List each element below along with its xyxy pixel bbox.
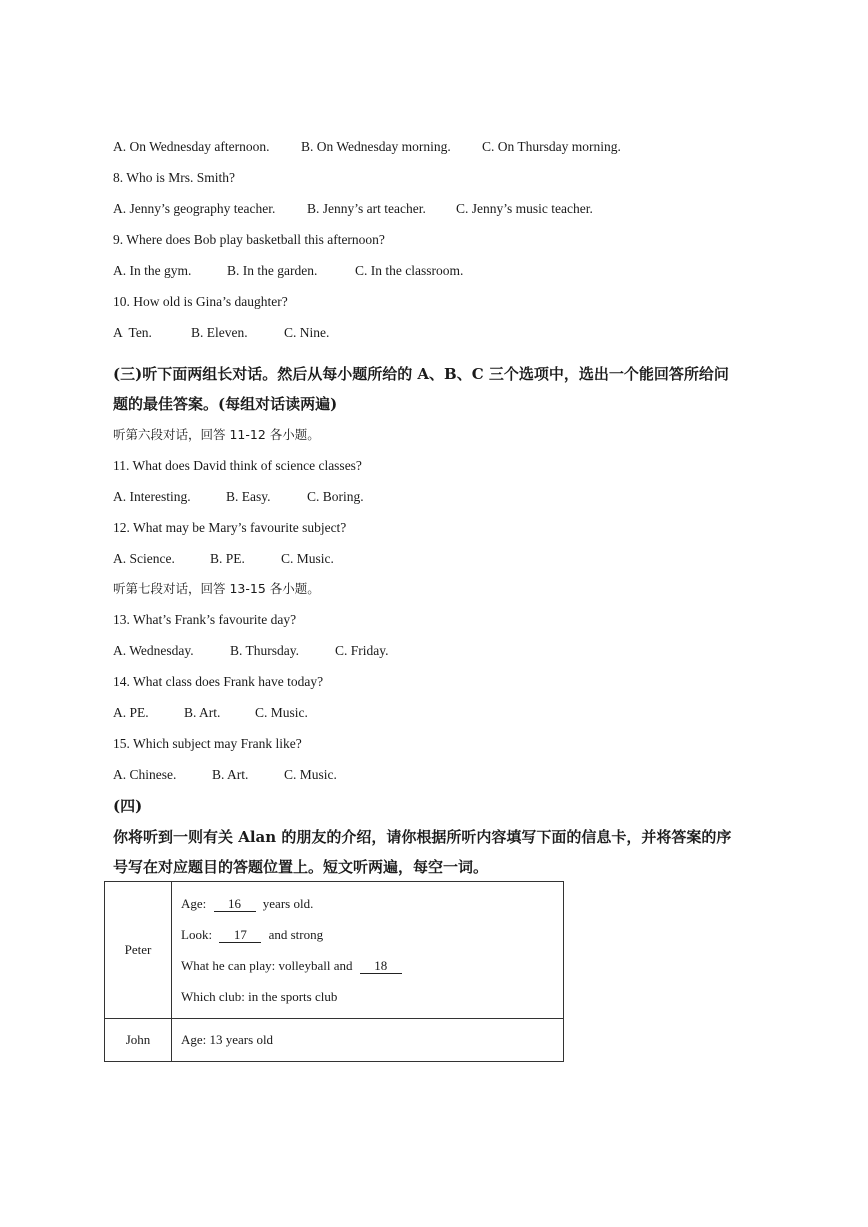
blank-18: 18 bbox=[360, 958, 402, 974]
q14-option-c: C. Music. bbox=[255, 705, 308, 720]
section4-title: (四) bbox=[113, 797, 143, 815]
section4-instruction-line1: 你将听到一则有关 Alan 的朋友的介绍，请你根据所听内容填写下面的信息卡，并将答案的序 bbox=[113, 828, 732, 846]
q15-text: 15. Which subject may Frank like? bbox=[113, 736, 302, 751]
peter-play-line bbox=[181, 950, 562, 981]
blank-16: 16 bbox=[214, 896, 256, 912]
q10-options bbox=[113, 324, 329, 342]
john-age: Age: 13 years old bbox=[172, 1019, 564, 1062]
q11-option-c: C. Boring. bbox=[307, 489, 364, 504]
q11-option-a: A. Interesting. bbox=[113, 489, 191, 504]
q7-option-a: A. On Wednesday afternoon. bbox=[113, 139, 270, 154]
q10-option-b: B. Eleven. bbox=[191, 325, 248, 340]
peter-age-line bbox=[181, 888, 562, 919]
q7-option-b: B. On Wednesday morning. bbox=[301, 139, 451, 154]
peter-look-line bbox=[181, 919, 562, 950]
q9-option-b: B. In the garden. bbox=[227, 263, 318, 278]
section3-heading-line2: 题的最佳答案。(每组对话读两遍) bbox=[113, 395, 338, 413]
q11-options bbox=[113, 488, 364, 506]
q14-option-b: B. Art. bbox=[184, 705, 221, 720]
q12-option-b: B. PE. bbox=[210, 551, 245, 566]
q10-option-a: A Ten. bbox=[113, 325, 152, 340]
q12-option-c: C. Music. bbox=[281, 551, 334, 566]
q15-options bbox=[113, 766, 337, 784]
q11-option-b: B. Easy. bbox=[226, 489, 271, 504]
section4-instruction-line2: 号写在对应题目的答题位置上。短文听两遍，每空一词。 bbox=[113, 858, 489, 876]
peter-name: Peter bbox=[105, 882, 172, 1019]
q13-option-b: B. Thursday. bbox=[230, 643, 299, 658]
q11-text: 11. What does David think of science classes? bbox=[113, 458, 362, 473]
john-row bbox=[105, 1019, 564, 1062]
q13-options bbox=[113, 642, 389, 660]
q12-option-a: A. Science. bbox=[113, 551, 175, 566]
q15-option-c: C. Music. bbox=[284, 767, 337, 782]
q14-options bbox=[113, 704, 308, 722]
peter-age-label: Age: bbox=[181, 896, 207, 911]
q8-option-b: B. Jenny’s art teacher. bbox=[307, 201, 426, 216]
peter-club-line: Which club: in the sports club bbox=[181, 989, 338, 1004]
q12-text: 12. What may be Mary’s favourite subject? bbox=[113, 520, 347, 535]
q9-options bbox=[113, 262, 463, 280]
q8-text: 8. Who is Mrs. Smith? bbox=[113, 170, 236, 185]
q8-option-a: A. Jenny’s geography teacher. bbox=[113, 201, 276, 216]
q10-text: 10. How old is Gina’s daughter? bbox=[113, 294, 288, 309]
q13-option-c: C. Friday. bbox=[335, 643, 389, 658]
peter-look-label: Look: bbox=[181, 927, 213, 942]
q10-option-c: C. Nine. bbox=[284, 325, 330, 340]
q7-option-c: C. On Thursday morning. bbox=[482, 139, 621, 154]
peter-look-suffix: and strong bbox=[268, 927, 324, 942]
q13-text: 13. What’s Frank’s favourite day? bbox=[113, 612, 297, 627]
q15-option-a: A. Chinese. bbox=[113, 767, 177, 782]
q13-option-a: A. Wednesday. bbox=[113, 643, 194, 658]
q8-options bbox=[113, 200, 593, 218]
q9-option-a: A. In the gym. bbox=[113, 263, 192, 278]
section3-heading-line1: (三)听下面两组长对话。然后从每小题所给的 A、B、C 三个选项中，选出一个能回答所给问 bbox=[113, 365, 729, 383]
q9-text: 9. Where does Bob play basketball this afternoon? bbox=[113, 232, 385, 247]
info-card-table bbox=[104, 881, 564, 1062]
q12-options bbox=[113, 550, 334, 568]
q14-text: 14. What class does Frank have today? bbox=[113, 674, 324, 689]
dialog6-instruction: 听第六段对话，回答 11-12 各小题。 bbox=[113, 427, 320, 442]
peter-age-suffix: years old. bbox=[262, 896, 314, 911]
john-name: John bbox=[105, 1019, 172, 1062]
q7-options bbox=[113, 138, 621, 156]
peter-row bbox=[105, 882, 564, 1019]
q8-option-c: C. Jenny’s music teacher. bbox=[456, 201, 593, 216]
q15-option-b: B. Art. bbox=[212, 767, 249, 782]
blank-17: 17 bbox=[219, 927, 261, 943]
q14-option-a: A. PE. bbox=[113, 705, 149, 720]
peter-info bbox=[172, 882, 564, 1019]
peter-play-label: What he can play: volleyball and bbox=[181, 958, 353, 973]
dialog7-instruction: 听第七段对话，回答 13-15 各小题。 bbox=[113, 581, 320, 596]
q9-option-c: C. In the classroom. bbox=[355, 263, 464, 278]
